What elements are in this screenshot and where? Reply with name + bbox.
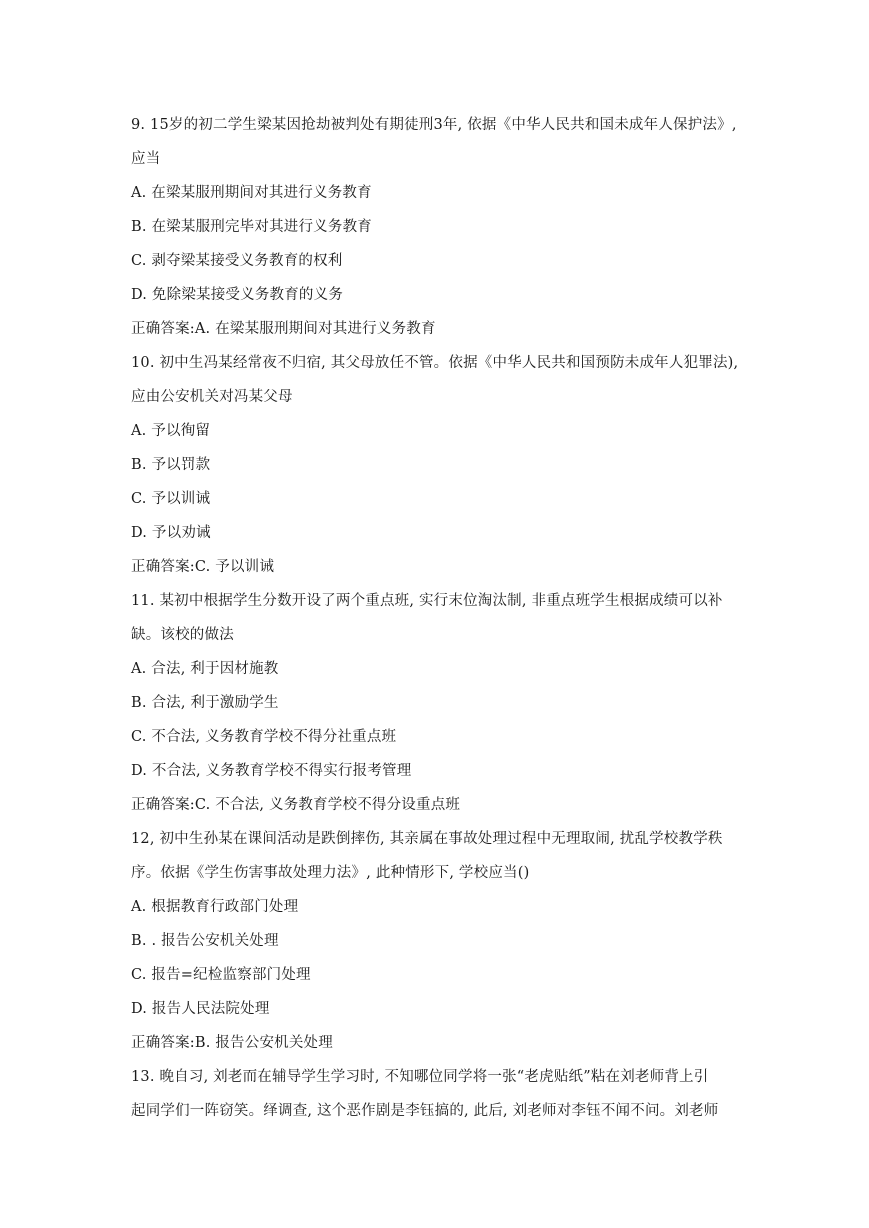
- option-b: B. 予以罚款: [131, 457, 211, 473]
- option-c: C. 报告=纪检监察部门处理: [131, 967, 311, 983]
- option-d: D. 免除梁某接受义务教育的义务: [131, 287, 344, 303]
- question-stem-line: 应当: [131, 151, 161, 167]
- question-stem-line: 12, 初中生孙某在课间活动是跌倒摔伤, 其亲属在事故处理过程中无理取闹, 扰乱学校教学秩: [131, 831, 723, 847]
- option-a: A. 予以徇留: [131, 423, 211, 439]
- question-stem-line: 9. 15岁的初二学生梁某因抢劫被判处有期徒刑3年, 依据《中华人民共和国未成年人保护法》,: [131, 117, 737, 133]
- correct-answer: 正确答案:C. 予以训诫: [131, 559, 275, 575]
- option-b: B. . 报告公安机关处理: [131, 933, 279, 949]
- question-stem-line: 缺。该校的做法: [131, 627, 234, 643]
- question-block: [131, 1060, 751, 1128]
- question-block: [131, 822, 751, 1060]
- question-stem-line: 11. 某初中根据学生分数开设了两个重点班, 实行末位淘汰制, 非重点班学生根据成绩可以补: [131, 593, 723, 609]
- option-c: C. 不合法, 义务教育学校不得分社重点班: [131, 729, 397, 745]
- correct-answer: 正确答案:A. 在梁某服刑期间对其进行义务教育: [131, 321, 436, 337]
- question-stem-line: 13. 晚自习, 刘老而在辅导学生学习时, 不知哪位同学将一张“老虎贴纸”粘在刘老师背上引: [131, 1069, 709, 1085]
- correct-answer: 正确答案:B. 报告公安机关处理: [131, 1035, 333, 1051]
- question-block: [131, 584, 751, 822]
- question-block: [131, 108, 751, 346]
- correct-answer: 正确答案:C. 不合法, 义务教育学校不得分设重点班: [131, 797, 461, 813]
- document-page: [131, 108, 751, 1128]
- option-d: D. 不合法, 义务教育学校不得实行报考管理: [131, 763, 412, 779]
- question-stem-line: 起同学们一阵窃笑。绎调查, 这个恶作剧是李钰搞的, 此后, 刘老师对李钰不闻不问。刘老师: [131, 1103, 719, 1119]
- question-stem-line: 序。依据《学生伤害事故处理力法》, 此种情形下, 学校应当(): [131, 865, 530, 881]
- question-stem-line: 应由公安机关对冯某父母: [131, 389, 293, 405]
- option-c: C. 剥夺梁某接受义务教育的权利: [131, 253, 343, 269]
- question-block: [131, 346, 751, 584]
- option-a: A. 合法, 利于因材施教: [131, 661, 279, 677]
- option-b: B. 在梁某服刑完毕对其进行义务教育: [131, 219, 372, 235]
- option-d: D. 报告人民法院处理: [131, 1001, 270, 1017]
- question-stem-line: 10. 初中生冯某经常夜不归宿, 其父母放任不管。依据《中华人民共和国预防未成年人犯罪法),: [131, 355, 739, 371]
- option-a: A. 在梁某服刑期间对其进行义务教育: [131, 185, 372, 201]
- option-a: A. 根据教育行政部门处理: [131, 899, 299, 915]
- option-c: C. 予以训诫: [131, 491, 211, 507]
- option-d: D. 予以劝诫: [131, 525, 211, 541]
- option-b: B. 合法, 利于激励学生: [131, 695, 279, 711]
